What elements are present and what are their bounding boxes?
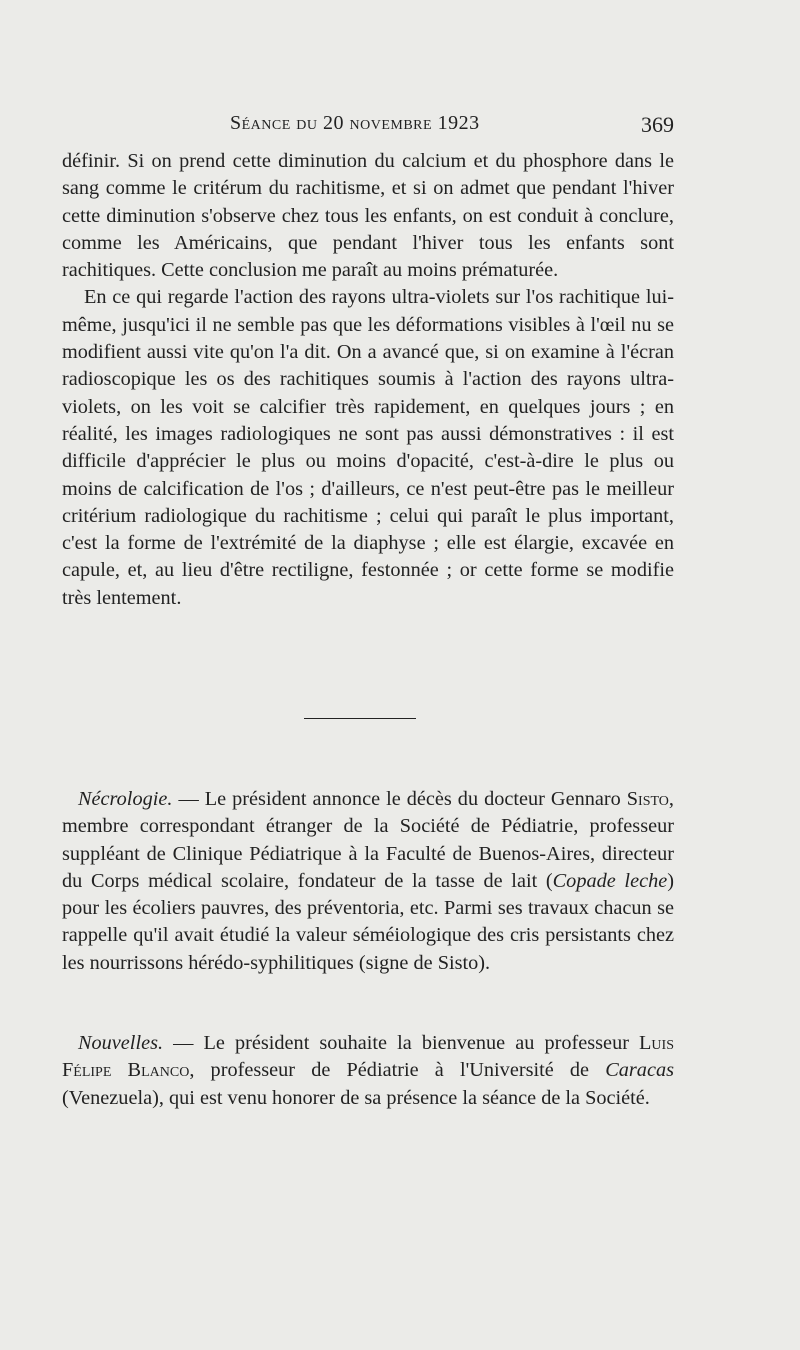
necrologie-text-3: ) pour les écoliers pauvres, des préventoria, etc. Parmi ses travaux chacun se rappelle qu'il avait étudié la valeur séméiologique des cris persistants chez les nourrissons hérédo-syphilitiques (signe de Sisto).	[62, 869, 674, 974]
nouvelles-note	[62, 1030, 674, 1112]
necrologie-text-1: — Le président annonce le décès du docteur Gennaro	[172, 788, 627, 810]
page-header	[62, 112, 674, 142]
page-number: 369	[641, 112, 674, 137]
nouvelles-name: Luis Félipe Blanco	[62, 1032, 674, 1082]
nouvelles-text-3: (Venezuela), qui est venu honorer de sa présence la séance de la Société.	[62, 1086, 650, 1109]
necrologie-note	[62, 786, 674, 977]
necrologie-italic-term: Copade leche	[552, 869, 668, 892]
necrologie-name: Sisto	[626, 788, 669, 810]
paragraph-rayons-ultra-violets: En ce qui regarde l'action des rayons ultra-violets sur l'os rachitique lui-même, jusqu'ici il ne semble pas que les déformations visibles à l'œil nu se modifient aussi vite qu'on l'a dit. On a avancé que, si on examine à l'écran radioscopique les os des rachitiques soumis à l'action des rayons ultra-violets, on les voit se calcifier très rapidement, en quelques jours ; en réalité, les images radiologiques ne sont pas aussi démonstratives : il est difficile d'apprécier le plus ou moins d'opacité, c'est-à-dire le plus ou moins de calcification de l'os ; d'ailleurs, ce n'est peut-être pas le meilleur critérium radiologique du rachitisme ; celui qui paraît le plus important, c'est la forme de l'extrémité de la diaphyse ; elle est élargie, excavée en capule, et, au lieu d'être rectiligne, festonnée ; or cette forme se modifie très lentement.	[62, 286, 674, 609]
nouvelles-text-2: , professeur de Pédiatrie à l'Université de	[189, 1059, 606, 1082]
nouvelles-italic-place: Caracas	[605, 1059, 674, 1082]
running-title: Séance du 20 novembre 1923	[230, 112, 480, 134]
necrologie-heading: Nécrologie.	[78, 788, 173, 810]
paragraph-calcium-phosphore: définir. Si on prend cette diminution du calcium et du phosphore dans le sang comme le critérum du rachitisme, et si on admet que pendant l'hiver cette diminution s'observe chez tous les enfants, on est conduit à conclure, comme les Américains, que pendant l'hiver tous les enfants sont rachitiques. Cette conclusion me paraît au moins prématurée.	[62, 150, 674, 282]
main-text	[62, 148, 674, 612]
section-divider	[304, 718, 416, 719]
nouvelles-heading: Nouvelles.	[78, 1032, 164, 1054]
nouvelles-text-1: — Le président souhaite la bienvenue au professeur	[163, 1032, 640, 1054]
necrologie-text-2: , membre correspondant étranger de la Société de Pédiatrie, professeur suppléant de Clinique Pédiatrique à la Faculté de Buenos-Aires, directeur du Corps médical scolaire, fondateur de la tasse de lait (	[62, 788, 674, 892]
